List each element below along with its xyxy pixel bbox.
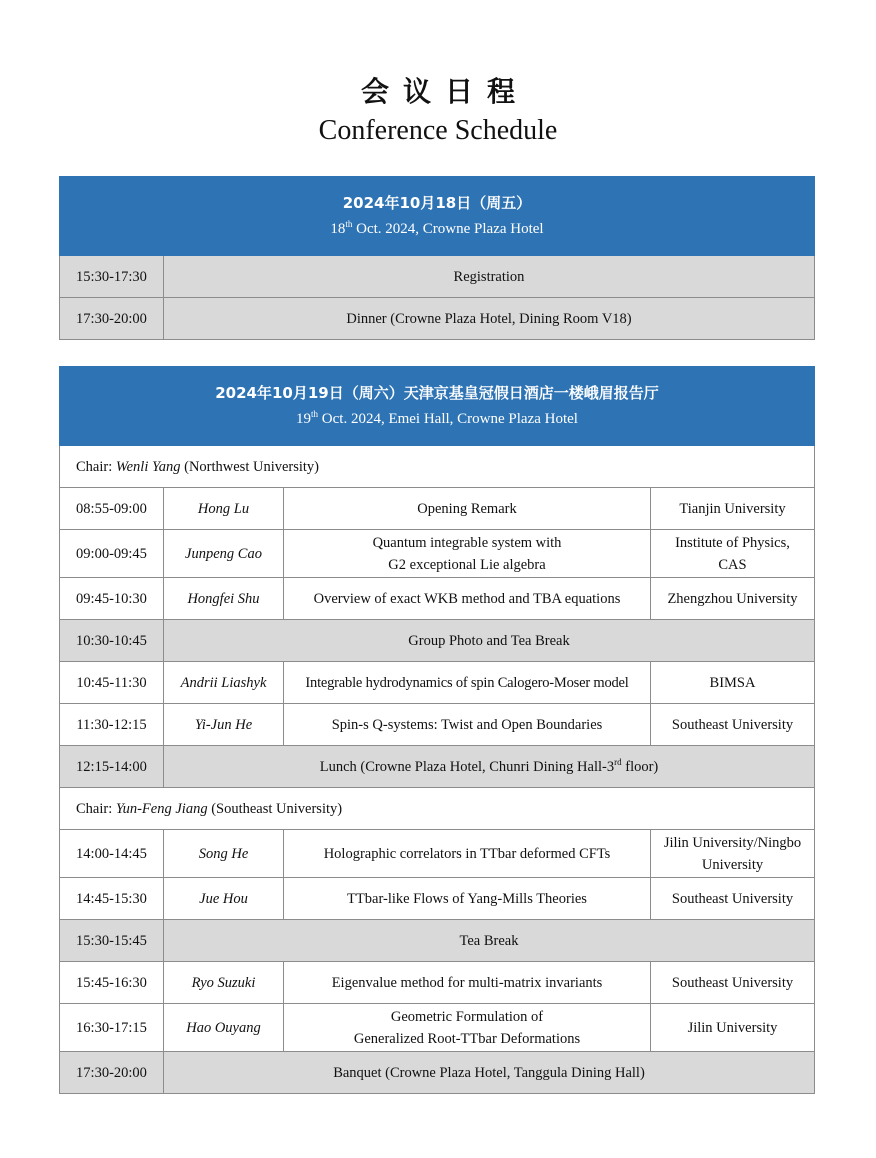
day1-date-rest: Oct. 2024, Crowne Plaza Hotel	[352, 221, 544, 237]
chair-label: Chair:	[76, 458, 116, 475]
talk-title-line: Geometric Formulation of	[390, 1008, 544, 1025]
time-cell: 09:00-09:45	[60, 530, 164, 578]
talk-row	[60, 962, 815, 1004]
talk-row	[60, 578, 815, 620]
time-cell: 17:30-20:00	[60, 298, 164, 340]
lunch-row	[60, 746, 815, 788]
affiliation-line: Institute of Physics,	[675, 534, 790, 551]
chair-label: Chair:	[76, 800, 116, 817]
day1-header-english	[60, 216, 814, 242]
time-cell: 11:30-12:15	[60, 704, 164, 746]
affiliation-cell: Southeast University	[651, 704, 815, 746]
chair-row	[60, 446, 815, 488]
talk-title-cell	[284, 1004, 651, 1052]
affiliation-cell: Southeast University	[651, 878, 815, 920]
speaker-cell: Jue Hou	[164, 878, 284, 920]
day2-date-day: 19	[296, 411, 312, 427]
chair-affiliation: (Southeast University)	[207, 800, 343, 817]
day1-date-suffix: th	[345, 219, 353, 229]
affiliation-cell: Tianjin University	[651, 488, 815, 530]
event-cell: Banquet (Crowne Plaza Hotel, Tanggula Dining Hall)	[164, 1052, 815, 1094]
day2-schedule-table	[59, 366, 815, 1094]
talk-row	[60, 662, 815, 704]
event-cell: Dinner (Crowne Plaza Hotel, Dining Room V18)	[164, 298, 815, 340]
schedule-row	[60, 298, 815, 340]
day2-date-suffix: th	[311, 409, 319, 419]
page-title-english: Conference Schedule	[318, 115, 558, 146]
day1-header-row	[60, 177, 815, 256]
affiliation-line: CAS	[718, 556, 747, 573]
time-cell: 14:00-14:45	[60, 830, 164, 878]
talk-row	[60, 878, 815, 920]
chair-name: Wenli Yang	[115, 458, 181, 475]
day1-header	[60, 177, 815, 256]
event-cell: Group Photo and Tea Break	[164, 620, 815, 662]
speaker-cell: Andrii Liashyk	[164, 662, 284, 704]
time-cell: 12:15-14:00	[60, 746, 164, 788]
chair-affiliation: (Northwest University)	[180, 458, 320, 475]
talk-row	[60, 704, 815, 746]
affiliation-cell: Jilin University	[651, 1004, 815, 1052]
event-cell	[164, 746, 815, 788]
page-title-chinese: 会议日程	[360, 75, 529, 108]
time-cell: 15:30-15:45	[60, 920, 164, 962]
affiliation-cell: BIMSA	[651, 662, 815, 704]
talk-title-cell	[284, 530, 651, 578]
day2-date-rest: Oct. 2024, Emei Hall, Crowne Plaza Hotel	[318, 411, 578, 427]
day1-header-chinese: 2024年10月18日（周五）	[342, 194, 532, 212]
day1-date-day: 18	[330, 221, 346, 237]
talk-title-cell: Spin-s Q-systems: Twist and Open Boundaries	[284, 704, 651, 746]
affiliation-cell: Southeast University	[651, 962, 815, 1004]
lunch-floor-suffix: rd	[614, 756, 622, 767]
time-cell: 17:30-20:00	[60, 1052, 164, 1094]
speaker-cell: Hongfei Shu	[164, 578, 284, 620]
chair-name: Yun-Feng Jiang	[115, 800, 208, 817]
talk-row	[60, 530, 815, 578]
talk-row	[60, 1004, 815, 1052]
time-cell: 10:45-11:30	[60, 662, 164, 704]
break-row	[60, 920, 815, 962]
talk-title-cell: Eigenvalue method for multi-matrix invariants	[284, 962, 651, 1004]
speaker-cell: Hao Ouyang	[164, 1004, 284, 1052]
time-cell: 09:45-10:30	[60, 578, 164, 620]
talk-title-line: G2 exceptional Lie algebra	[388, 556, 546, 573]
talk-row	[60, 830, 815, 878]
event-cell: Registration	[164, 256, 815, 298]
time-cell: 10:30-10:45	[60, 620, 164, 662]
talk-title-cell: Overview of exact WKB method and TBA equations	[284, 578, 651, 620]
talk-title-line: Quantum integrable system with	[372, 534, 562, 551]
affiliation-cell: Zhengzhou University	[651, 578, 815, 620]
speaker-cell: Yi-Jun He	[164, 704, 284, 746]
break-row	[60, 620, 815, 662]
speaker-cell: Ryo Suzuki	[164, 962, 284, 1004]
chair-cell	[60, 446, 815, 488]
speaker-cell: Junpeng Cao	[164, 530, 284, 578]
day2-header-english	[60, 406, 814, 432]
lunch-text: Lunch (Crowne Plaza Hotel, Chunri Dining Hall-3	[319, 758, 615, 775]
affiliation-line: Jilin University/Ningbo	[663, 834, 802, 851]
day1-schedule-table	[59, 176, 815, 340]
talk-title-cell: Integrable hydrodynamics of spin Calogero-Moser model	[284, 662, 651, 704]
day2-header-chinese: 2024年10月19日（周六）天津京基皇冠假日酒店一楼峨眉报告厅	[215, 384, 659, 402]
time-cell: 15:30-17:30	[60, 256, 164, 298]
speaker-cell: Song He	[164, 830, 284, 878]
day2-header	[60, 367, 815, 446]
time-cell: 14:45-15:30	[60, 878, 164, 920]
lunch-text-end: floor)	[621, 758, 659, 775]
banquet-row	[60, 1052, 815, 1094]
time-cell: 08:55-09:00	[60, 488, 164, 530]
affiliation-cell	[651, 830, 815, 878]
affiliation-line: University	[701, 856, 764, 873]
talk-title-cell: TTbar-like Flows of Yang-Mills Theories	[284, 878, 651, 920]
day2-header-row	[60, 367, 815, 446]
chair-cell	[60, 788, 815, 830]
schedule-row	[60, 256, 815, 298]
talk-title-cell: Opening Remark	[284, 488, 651, 530]
talk-title-line: Generalized Root-TTbar Deformations	[353, 1030, 581, 1047]
speaker-cell: Hong Lu	[164, 488, 284, 530]
affiliation-cell	[651, 530, 815, 578]
talk-title-cell: Holographic correlators in TTbar deformed CFTs	[284, 830, 651, 878]
talk-row	[60, 488, 815, 530]
event-cell: Tea Break	[164, 920, 815, 962]
time-cell: 16:30-17:15	[60, 1004, 164, 1052]
time-cell: 15:45-16:30	[60, 962, 164, 1004]
chair-row	[60, 788, 815, 830]
